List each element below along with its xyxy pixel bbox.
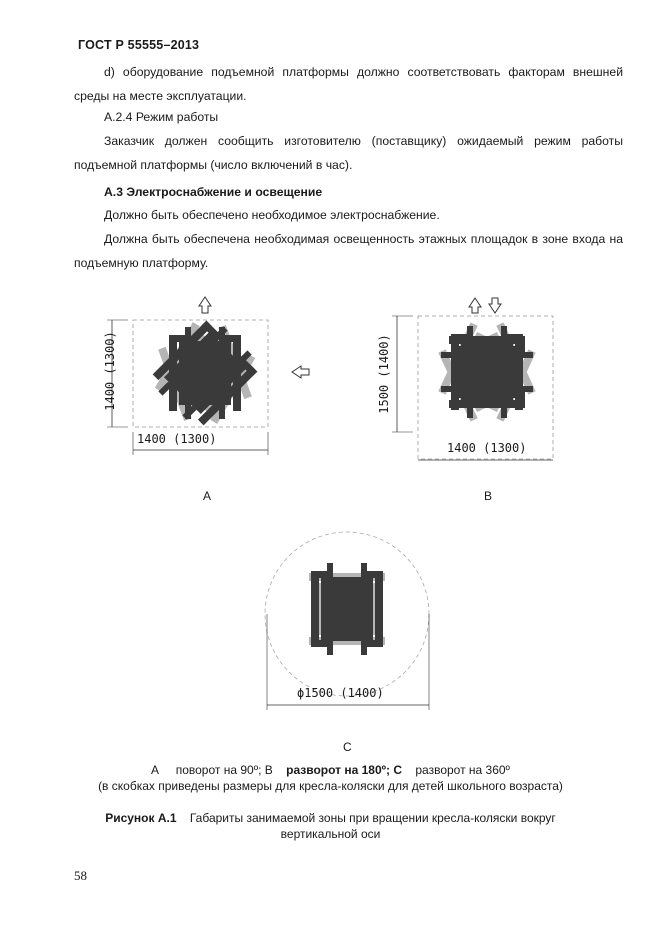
figure-caption (0, 811, 661, 825)
diagram-c-label: C (343, 740, 352, 754)
diagram-c-diameter-dim: ϕ1500 (1400) (297, 686, 384, 700)
paragraph-d-item-text: d) оборудование подъемной платформы должно соответствовать факторам внешней среды на месте эксплуатации. (74, 65, 623, 103)
diagram-b-width-dim: 1400 (1300) (447, 441, 527, 455)
diagram-a-width-dim: 1400 (1300) (137, 432, 217, 446)
paragraph-a3-1: Должно быть обеспечено необходимое электроснабжение. (104, 208, 440, 222)
legend-c-text: разворот на 360º (415, 763, 510, 777)
legend-a-letter: А (151, 763, 160, 777)
standard-header: ГОСТ Р 55555–2013 (78, 38, 200, 52)
page-number: 58 (74, 868, 87, 883)
entry-arrow-icon (199, 297, 211, 313)
section-a24-title: А.2.4 Режим работы (104, 110, 219, 124)
figure-caption-line1: Габариты занимаемой зоны при вращении кресла-коляски вокруг (189, 811, 556, 825)
figure-caption-line2: вертикальной оси (280, 827, 381, 841)
diagram-b (392, 298, 553, 460)
figure-legend (0, 763, 661, 777)
entry-arrow-icon (469, 298, 481, 313)
diagram-b-label: B (484, 489, 493, 503)
legend-a-text: поворот на 90º; В (175, 763, 273, 777)
figure-note: (в скобках приведены размеры для кресла-коляски для детей школьного возраста) (98, 779, 563, 793)
paragraph-a3-2-text: Должна быть обеспечена необходимая освещенность этажных площадок в зоне входа на подъемную платформу. (74, 232, 623, 270)
entry-arrow-icon (292, 366, 309, 378)
diagram-a-label: A (203, 489, 212, 503)
section-a3-title: А.3 Электроснабжение и освещение (104, 185, 323, 199)
figure-caption-number: Рисунок А.1 (105, 811, 177, 825)
diagram-c (265, 532, 429, 710)
diagram-b-height-dim: 1500 (1400) (377, 334, 391, 414)
paragraph-a24-text: Заказчик должен сообщить изготовителю (поставщику) ожидаемый режим работы подъемной платформы (число включений в час). (74, 134, 623, 172)
diagram-a-height-dim: 1400 (1300) (103, 331, 117, 411)
exit-arrow-icon (489, 298, 501, 313)
legend-b-text: разворот на 180º; С (286, 763, 403, 777)
